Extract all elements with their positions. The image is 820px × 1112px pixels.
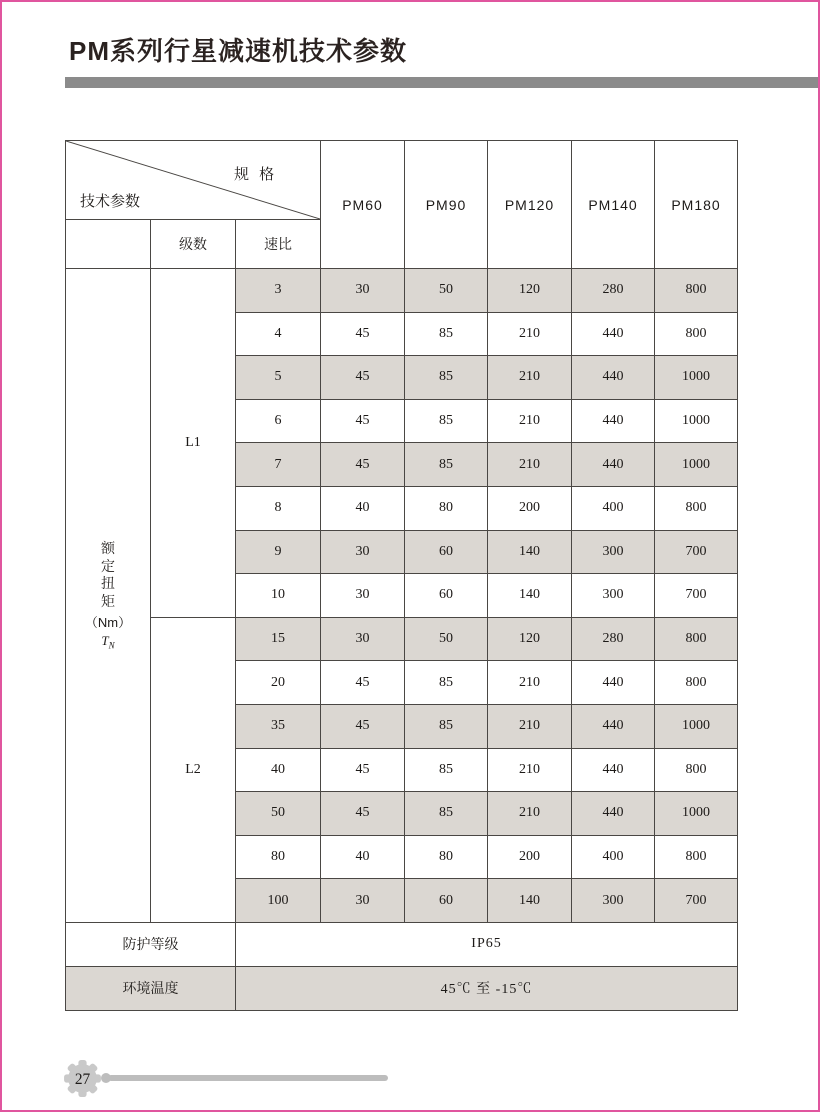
value-cell: 120	[488, 617, 572, 661]
ratio-cell: 50	[236, 792, 321, 836]
value-cell: 45	[321, 443, 405, 487]
value-cell: 210	[488, 443, 572, 487]
value-cell: 300	[572, 530, 655, 574]
value-cell: 30	[321, 530, 405, 574]
ratio-cell: 35	[236, 704, 321, 748]
ratio-cell: 10	[236, 574, 321, 618]
value-cell: 60	[405, 574, 488, 618]
diagonal-header-cell	[66, 141, 321, 220]
ratio-cell: 15	[236, 617, 321, 661]
value-cell: 700	[655, 574, 738, 618]
value-cell: 30	[321, 269, 405, 313]
value-cell: 30	[321, 879, 405, 923]
value-cell: 85	[405, 356, 488, 400]
value-cell: 440	[572, 443, 655, 487]
value-cell: 40	[321, 835, 405, 879]
table-row	[66, 617, 738, 661]
subheader-ratio: 速比	[236, 220, 321, 269]
value-cell: 85	[405, 748, 488, 792]
value-cell: 800	[655, 617, 738, 661]
value-cell: 50	[405, 269, 488, 313]
value-cell: 120	[488, 269, 572, 313]
rated-torque-unit: （Nm）	[84, 615, 132, 631]
value-cell: 280	[572, 617, 655, 661]
value-cell: 440	[572, 399, 655, 443]
value-cell: 140	[488, 530, 572, 574]
value-cell: 50	[405, 617, 488, 661]
value-cell: 200	[488, 486, 572, 530]
column-header-pm90: PM90	[405, 141, 488, 269]
ambient-temperature-row	[66, 966, 738, 1010]
rated-torque-vertical-text: 额定扭矩	[101, 540, 115, 609]
ratio-cell: 80	[236, 835, 321, 879]
footer-body	[66, 922, 738, 1010]
column-header-pm60: PM60	[321, 141, 405, 269]
ratio-cell: 3	[236, 269, 321, 313]
stage-group-l2: L2	[151, 617, 236, 922]
ratio-cell: 9	[236, 530, 321, 574]
value-cell: 40	[321, 486, 405, 530]
value-cell: 45	[321, 704, 405, 748]
page-number: 27	[74, 1071, 91, 1089]
value-cell: 85	[405, 661, 488, 705]
value-cell: 45	[321, 356, 405, 400]
value-cell: 85	[405, 704, 488, 748]
protection-class-value: IP65	[236, 922, 738, 966]
value-cell: 210	[488, 312, 572, 356]
corner-label-spec: 规 格	[234, 166, 278, 183]
value-cell: 800	[655, 748, 738, 792]
value-cell: 80	[405, 835, 488, 879]
value-cell: 400	[572, 486, 655, 530]
value-cell: 200	[488, 835, 572, 879]
ambient-temperature-label: 环境温度	[66, 966, 236, 1010]
value-cell: 440	[572, 356, 655, 400]
header-body	[66, 141, 738, 269]
value-cell: 700	[655, 879, 738, 923]
value-cell: 60	[405, 530, 488, 574]
ratio-cell: 100	[236, 879, 321, 923]
value-cell: 1000	[655, 443, 738, 487]
ratio-cell: 8	[236, 486, 321, 530]
value-cell: 800	[655, 312, 738, 356]
value-cell: 210	[488, 661, 572, 705]
value-cell: 85	[405, 792, 488, 836]
value-cell: 85	[405, 443, 488, 487]
value-cell: 1000	[655, 356, 738, 400]
value-cell: 440	[572, 661, 655, 705]
value-cell: 440	[572, 312, 655, 356]
subheader-stages: 级数	[151, 220, 236, 269]
value-cell: 60	[405, 879, 488, 923]
value-cell: 400	[572, 835, 655, 879]
data-body	[66, 269, 738, 923]
value-cell: 1000	[655, 704, 738, 748]
value-cell: 800	[655, 486, 738, 530]
ratio-cell: 4	[236, 312, 321, 356]
column-header-pm120: PM120	[488, 141, 572, 269]
spec-table	[65, 140, 738, 1011]
ratio-cell: 40	[236, 748, 321, 792]
protection-class-label: 防护等级	[66, 922, 236, 966]
value-cell: 800	[655, 269, 738, 313]
value-cell: 300	[572, 574, 655, 618]
value-cell: 45	[321, 312, 405, 356]
value-cell: 700	[655, 530, 738, 574]
value-cell: 800	[655, 835, 738, 879]
ratio-cell: 7	[236, 443, 321, 487]
value-cell: 1000	[655, 399, 738, 443]
value-cell: 140	[488, 574, 572, 618]
ratio-cell: 20	[236, 661, 321, 705]
footer-rule-line	[108, 1075, 388, 1081]
ratio-cell: 5	[236, 356, 321, 400]
ambient-temperature-value: 45℃ 至 -15℃	[236, 966, 738, 1010]
page-title: PM系列行星减速机技术参数	[69, 36, 408, 66]
value-cell: 800	[655, 661, 738, 705]
column-header-pm180: PM180	[655, 141, 738, 269]
column-header-pm140: PM140	[572, 141, 655, 269]
rated-torque-symbol: $T_N$	[101, 633, 115, 651]
row-label-rated-torque	[66, 269, 151, 923]
ratio-cell: 6	[236, 399, 321, 443]
value-cell: 80	[405, 486, 488, 530]
value-cell: 30	[321, 617, 405, 661]
stage-group-l1: L1	[151, 269, 236, 618]
page-number-gear-icon	[62, 1058, 103, 1099]
value-cell: 45	[321, 748, 405, 792]
corner-label-parameters: 技术参数	[80, 193, 141, 210]
table-row	[66, 269, 738, 313]
value-cell: 30	[321, 574, 405, 618]
value-cell: 1000	[655, 792, 738, 836]
value-cell: 440	[572, 792, 655, 836]
value-cell: 140	[488, 879, 572, 923]
value-cell: 45	[321, 661, 405, 705]
value-cell: 440	[572, 748, 655, 792]
empty-header-cell	[66, 220, 151, 269]
value-cell: 210	[488, 704, 572, 748]
value-cell: 45	[321, 399, 405, 443]
value-cell: 210	[488, 748, 572, 792]
value-cell: 85	[405, 312, 488, 356]
protection-class-row	[66, 922, 738, 966]
value-cell: 210	[488, 399, 572, 443]
value-cell: 440	[572, 704, 655, 748]
header-row-1	[66, 141, 738, 220]
value-cell: 210	[488, 356, 572, 400]
value-cell: 300	[572, 879, 655, 923]
value-cell: 85	[405, 399, 488, 443]
value-cell: 45	[321, 792, 405, 836]
title-rule-bar	[65, 77, 818, 88]
value-cell: 280	[572, 269, 655, 313]
value-cell: 210	[488, 792, 572, 836]
